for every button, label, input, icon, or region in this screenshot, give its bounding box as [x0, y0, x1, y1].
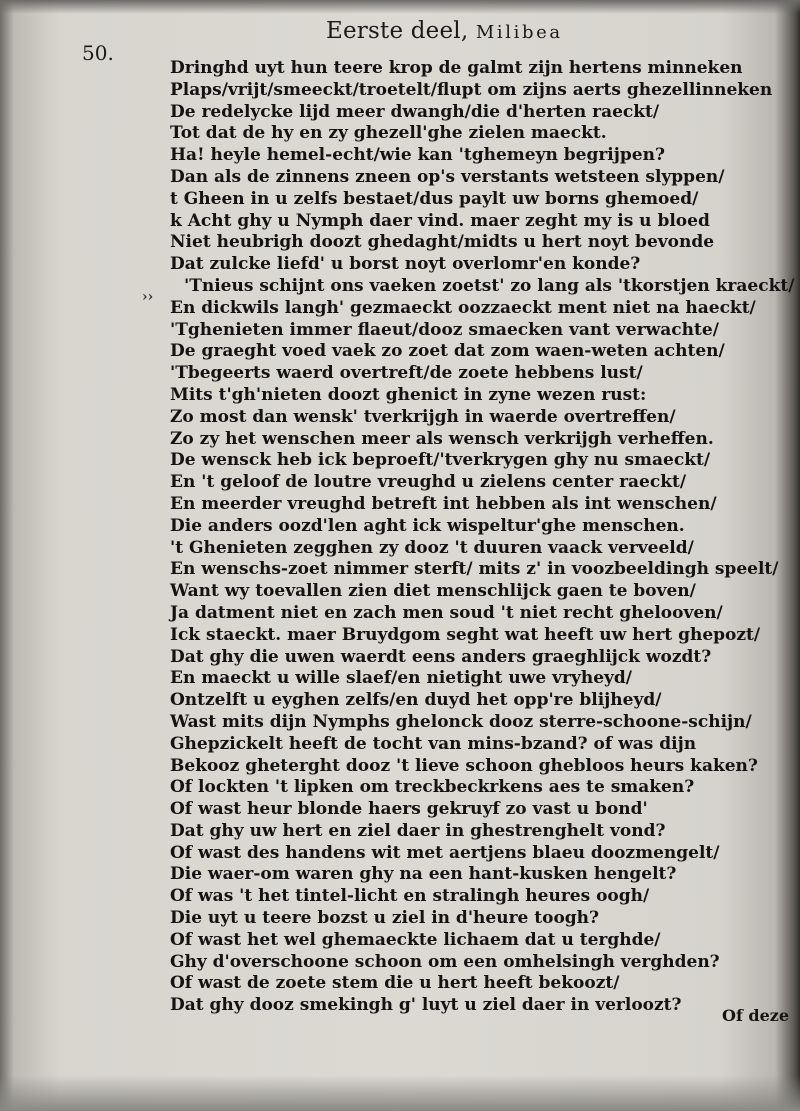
- verse-line: Dan als de zinnens zneen op's verstants wetsteen slyppen/: [170, 166, 725, 187]
- running-head-prefix: Eerste deel,: [326, 18, 469, 44]
- verse-line: t Gheen in u zelfs bestaet/dus paylt uw borns ghemoed/: [170, 188, 699, 209]
- verse-line: 'Tghenieten immer flaeut/dooz smaecken vant verwachte/: [170, 319, 719, 340]
- verse-line: Dat ghy die uwen waerdt eens anders graeghlijck wozdt?: [170, 646, 712, 667]
- verse-line: 't Ghenieten zegghen zy dooz 't duuren vaack verveeld/: [170, 537, 694, 558]
- verse-line: 'Tbegeerts waerd overtreft/de zoete hebbens lust/: [170, 363, 643, 384]
- verse-line: Dat zulcke liefd' u borst noyt overlomr'en konde?: [170, 254, 641, 275]
- verse-line: De wensck heb ick beproeft/'tverkrygen ghy nu smaeckt/: [170, 450, 711, 471]
- margin-quote-mark: ››: [142, 289, 154, 305]
- catchword: Of deze: [722, 1006, 790, 1025]
- verse-line: Mits t'gh'nieten doozt ghenict in zyne wezen rust:: [170, 384, 647, 405]
- verse-line: Ha! heyle hemel-echt/wie kan 'tghemeyn begrijpen?: [170, 145, 665, 166]
- verse-line: Of was 't het tintel-licht en stralingh heures oogh/: [170, 886, 650, 907]
- running-head-name: Milibea: [475, 22, 563, 43]
- verse-line: Dat ghy uw hert en ziel daer in ghestrenghelt vond?: [170, 820, 666, 841]
- verse-line: Ontzelft u eyghen zelfs/en duyd het opp're blijheyd/: [170, 690, 662, 711]
- page-number: 50.: [82, 41, 114, 65]
- verse-line: Of wast het wel ghemaeckte lichaem dat u terghde/: [170, 929, 661, 950]
- verse-line: Niet heubrigh doozt ghedaght/midts u hert noyt bevonde: [170, 232, 715, 253]
- page-bottom-shadow: [0, 1075, 800, 1111]
- verse-line: En maeckt u wille slaef/en nietight uwe vryheyd/: [170, 668, 633, 689]
- verse-line: De redelycke lijd meer dwangh/die d'herten raeckt/: [170, 101, 660, 122]
- verse-line: Zo most dan wensk' tverkrijgh in waerde overtreffen/: [170, 406, 676, 427]
- verse-line: Of lockten 't lipken om treckbeckrkens aes te smaken?: [170, 777, 695, 798]
- verse-line: Die waer-om waren ghy na een hant-kusken hengelt?: [170, 864, 677, 885]
- verse-line: En wenschs-zoet nimmer sterft/ mits z' in voozbeeldingh speelt/: [170, 559, 779, 580]
- verse-line: Die anders oozd'len aght ick wispeltur'ghe menschen.: [170, 515, 685, 536]
- verse-line: Ja datment niet en zach men soud 't niet recht ghelooven/: [170, 602, 723, 623]
- verse-line: Die uyt u teere bozst u ziel in d'heure toogh?: [170, 908, 599, 929]
- verse-line: De graeght voed vaek zo zoet dat zom waen-weten achten/: [170, 341, 725, 362]
- verse-line: Tot dat de hy en zy ghezell'ghe zielen maeckt.: [170, 123, 607, 144]
- verse-line: Wast mits dijn Nymphs ghelonck dooz sterre-schoone-schijn/: [170, 711, 752, 732]
- verse-line: En 't geloof de loutre vreughd u zielens center raeckt/: [170, 472, 687, 493]
- verse-line: k Acht ghy u Nymph daer vind. maer zeght my is u bloed: [170, 210, 710, 231]
- verse-line: En dickwils langh' gezmaeckt oozzaeckt ment niet na haeckt/: [170, 297, 756, 318]
- verse-line: Of wast de zoete stem die u hert heeft bekoozt/: [170, 973, 620, 994]
- page-top-shadow: [0, 0, 800, 14]
- verse-line: 'Tnieus schijnt ons vaeken zoetst' zo lang als 'tkorstjen kraeckt/: [184, 275, 795, 296]
- verse-line: Ghy d'overschoone schoon om een omhelsingh verghden?: [170, 951, 720, 972]
- verse-line: Plaps/vrijt/smeeckt/troetelt/flupt om zijns aerts ghezellinneken: [170, 79, 773, 100]
- verse-line: Dringhd uyt hun teere krop de galmt zijn hertens minneken: [170, 58, 743, 78]
- running-head: [326, 18, 563, 44]
- verse-line: Of wast des handens wit met aertjens blaeu doozmengelt/: [170, 842, 720, 863]
- verse-line: En meerder vreughd betreft int hebben als int wenschen/: [170, 493, 717, 514]
- verse-line: Want wy toevallen zien diet menschlijck gaen te boven/: [170, 581, 696, 602]
- verse-line: Dat ghy dooz smekingh g' luyt u ziel daer in verloozt?: [170, 995, 682, 1016]
- verse-line: Of wast heur blonde haers gekruyf zo vast u bond': [170, 799, 648, 820]
- verse-line: Zo zy het wenschen meer als wensch verkrijgh verheffen.: [170, 428, 714, 449]
- verse-line: Ghepzickelt heeft de tocht van mins-bzand? of was dijn: [170, 733, 697, 754]
- verse-line: Bekooz gheterght dooz 't lieve schoon ghebloos heurs kaken?: [170, 755, 758, 776]
- verse-line: Ick staeckt. maer Bruydgom seght wat heeft uw hert ghepozt/: [170, 624, 761, 645]
